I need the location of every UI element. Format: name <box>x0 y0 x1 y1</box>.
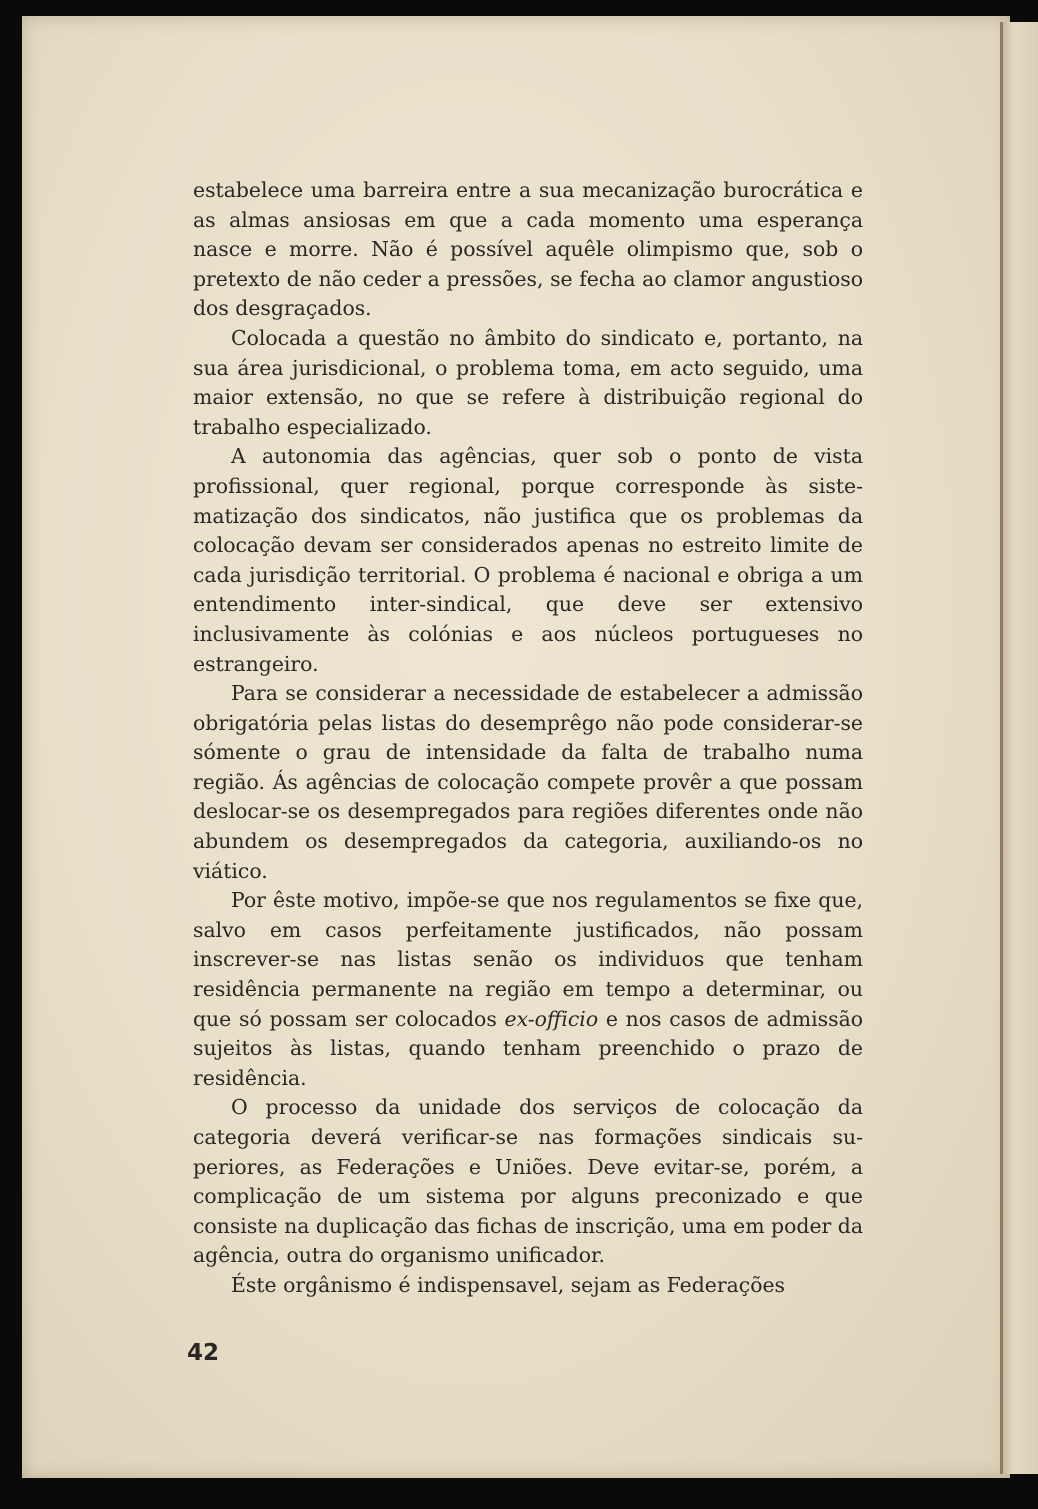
paragraph-6: O processo da unidade dos serviços de colocação da categoria deverá verificar-se nas formações sindicais superiores, as Federações e Uniões. Deve evitar-se, porém, a complicação de um sistema por alguns preconizado e que consiste na duplicação das fichas de inscrição, uma em poder da agência, outra do organismo unificador. <box>193 1095 863 1268</box>
paragraph-5-text-a: Por êste motivo, impõe-se que nos regulamentos se fixe que, salvo em casos perfeitamente justificados, não possam inscrever-se nas listas senão os individuos que tenham residência permanente na região em tempo a determinar, ou que só possam ser colocados <box>193 888 863 1031</box>
paragraph-2: Colocada a questão no âmbito do sindicato e, portanto, na sua área jurisdicional, o problema toma, em acto seguido, uma maior extensão, no que se refere à distribuição regional do trabalho especializado. <box>193 325 863 439</box>
paragraph-3: A autonomia das agências, quer sob o ponto de vista profissional, quer regional, porque corresponde às sistematização dos sindicatos, não justifica que os problemas da colocação devam ser considerados apenas no estreito limite de cada jurisdição territorial. O problema é nacional e obriga a um entendimento inter-sindical, que deve ser extensivo inclusivamente às colónias e aos núcleos portugueses no estrangeiro. <box>193 444 863 676</box>
paragraph-5-text-b: e nos casos de admissão sujeitos às listas, quando tenham preenchido o prazo de residência. <box>193 1006 863 1090</box>
paragraph-1: estabelece uma barreira entre a sua mecanização burocrática e as almas ansiosas em que a cada momento uma esperança nasce e morre. Não é possível aquêle olimpismo que, sob o pretexto de não ceder a pressões, se fecha ao clamor angustioso dos desgraçados. <box>193 178 863 321</box>
paragraph-5 <box>193 886 863 1093</box>
page-fold <box>1000 22 1003 1474</box>
paragraph-7: Éste orgânismo é indispensavel, sejam as Federações <box>231 1272 786 1297</box>
latin-term: ex-officio <box>504 1006 599 1031</box>
adjacent-page-edge <box>1000 22 1038 1474</box>
body-text <box>193 176 863 1301</box>
page-number: 42 <box>187 1340 220 1366</box>
paragraph-4: Para se considerar a necessidade de estabelecer a admissão obrigatória pelas listas do desemprêgo não pode considerar-se sómente o grau de intensidade da falta de trabalho numa região. Ás agências de colocação compete provêr a que possam deslocar-se os desempregados para regiões diferentes onde não abundem os desempregados da categoria, auxiliando-os no viático. <box>193 681 863 883</box>
